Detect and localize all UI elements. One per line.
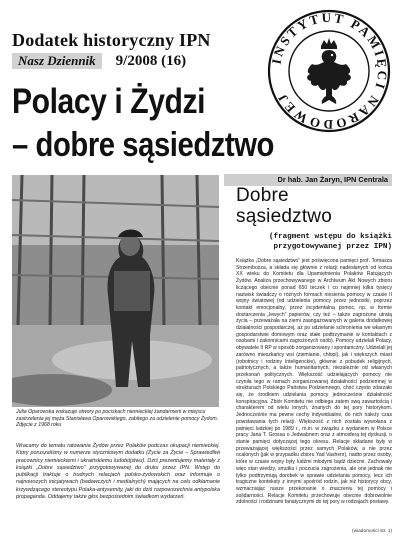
supplement-title: Dodatek historyczny IPN (12, 30, 211, 50)
author-banner: Dr hab. Jan Żaryn, IPN Centrala (224, 174, 392, 186)
article-source-note: (wiadomości str. 1) (352, 529, 392, 534)
photo-caption: Julia Oparowska wskazuje otwory po pociskach niemieckiej żandarmerii w miejscu zastrzelenia jej męża Stanisława Oparowskiego, zabitego za udzielenie pomocy Żydom. Zdjęcie z 1968 roku (16, 409, 219, 429)
seal-ring-text: INSTYTUT PAMIĘCI NARODOWEJ (268, 9, 391, 133)
article-title (236, 185, 386, 227)
headline-line-2: – dobre sąsiedztwo (12, 126, 274, 164)
ipn-seal (266, 8, 392, 134)
issue-number: 9/2008 (16) (115, 52, 187, 69)
article-subtitle (248, 232, 392, 252)
historical-photo (12, 175, 219, 407)
article-title-line-2: sąsiedztwo (236, 206, 332, 227)
article-title-line-1: Dobre (236, 185, 289, 206)
article-body: Książka „Dobre sąsiedztwo” jest poświęcona pamięci prof. Tomasza Strzembosza, a składa się głównie z relacji nadesłanych od końca XX wieku do Komitetu dla Upamiętnienia Polaków Ratujących Żydów. Analiza przechowywanego w Archiwum Akt Nowych zbioru liczącego obecnie ponad 650 teczek i co najmniej kilka tysięcy nazwisk świadczy o różnych formach niesienia pomocy w czasie II wojny światowej (od udzielenia pomocy przez jednostki, poprzez kontakt emocjonalny, przez incydentalną pomoc, np. w formie dostarczenia „lewych” papierów, czy też – także zagrożone utratą życia – przeważała na ziemi zaangażowanych w galeria dodatkowej działalności gospodarczej, aż po udzielanie schronienia we własnym gospodarstwie domowym oraz stałe podtrzymanie w kontaktach z osobami i zakonnicami zagrożonych osób). Pomocy udzielali Polacy, obywatele II RP w sposób zorganizowany i spontaniczny. Udzielali jej zarówno mieszkańcy wsi (ziemianie, chłopi), jak i większych miast (robotnicy i rodziny inteligenckie), głównie z pobudek religijnych, patriotycznych, a także humanitarnych, niezależnie od własnych przekonań politycznych. Większość udzielających pomocy nie czyniła tego w ramach zorganizowanej działalności podziemnej w strukturach Polskiego Państwa Podziemnego, choć często zdarzało się, że środkiem udzielania pomocy jednocześnie działalność konspiracyjna. Zbiór Komitetu nie odbiega zatem swą zawartością i charakterem od wielu innych, znanych do tej pory historykom. Jednocześnie ma pewne cechy indywidualne, do nich należy czas powstawania tych relacji. Większość z nich została wywołana z pamięci ludzkiej po 1989 r., m.in. w związku z wydaniem w Polsce pracy Jana T. Grossa o Jedwabnem oraz z atmosferą tej dyskusji, o stanie pamięci dotyczącej tego okresu. Relacje składane były w przeważającej większości przez samych Polaków, a nie przez ocalonych (jak w przypadku zbioru Yad Vashem), nadto przez osoby, które w czasie wojny były ludźmi młodymi bądź dziećmi. Zachowały więc stan wiedzy, smutku i poczucia zagrożenia, ale one jednak nie tylko podtrzymują dorobek w sprawie udzielania pomocy, lecz ich tragiczne konteksty z innymi spośród rodzin, jak niż historycy obcy, wzmacniając nasze przekonanie o znaczeniu tej pomocy i solidarności. Relacje Komitetu przechowuje obecnie dobrowolnie zdolności i rodzinami fanatycznymi do tej pory w rodzajach postawy. (236, 258, 392, 506)
masthead-row (12, 52, 186, 70)
article-subtitle-line-2: przygotowywanej przez IPN) (273, 243, 392, 251)
article-subtitle-line-1: (fragment wstępu do książki (268, 233, 392, 241)
intro-paragraph: Wracamy do tematu ratowania Żydów przez Polaków podczas okupacji niemieckiej. Ktory poruszaliśmy w numerze styczniowym dodatku (Życie za Życie – Sprawiedliwi pracownicy niemieckiemi i ukraińskiemu ludobójstwu). Dziś prezentujemy materiały z książki „Dobre sąsiedztwo” przygotowywanej do druku przez IPN. Wstęp do publikacji traktuje o trudnych relacjach polsko-żydowskich oraz informuje o najnowszych inicjatywach (badawczych i medialnych) mających na celu odkłamanie krzywdzącego stereotypu Polaka-antysemity, jaki do dziś rozpowszechnia antypolska propaganda. Oddajemy także głos bezpośrednim świadkom wydarzeń. (16, 443, 220, 501)
crowned-eagle-icon (307, 38, 351, 104)
newspaper-name: Nasz Dziennik (12, 53, 102, 69)
headline-line-1: Polacy i Żydzi (12, 82, 206, 121)
